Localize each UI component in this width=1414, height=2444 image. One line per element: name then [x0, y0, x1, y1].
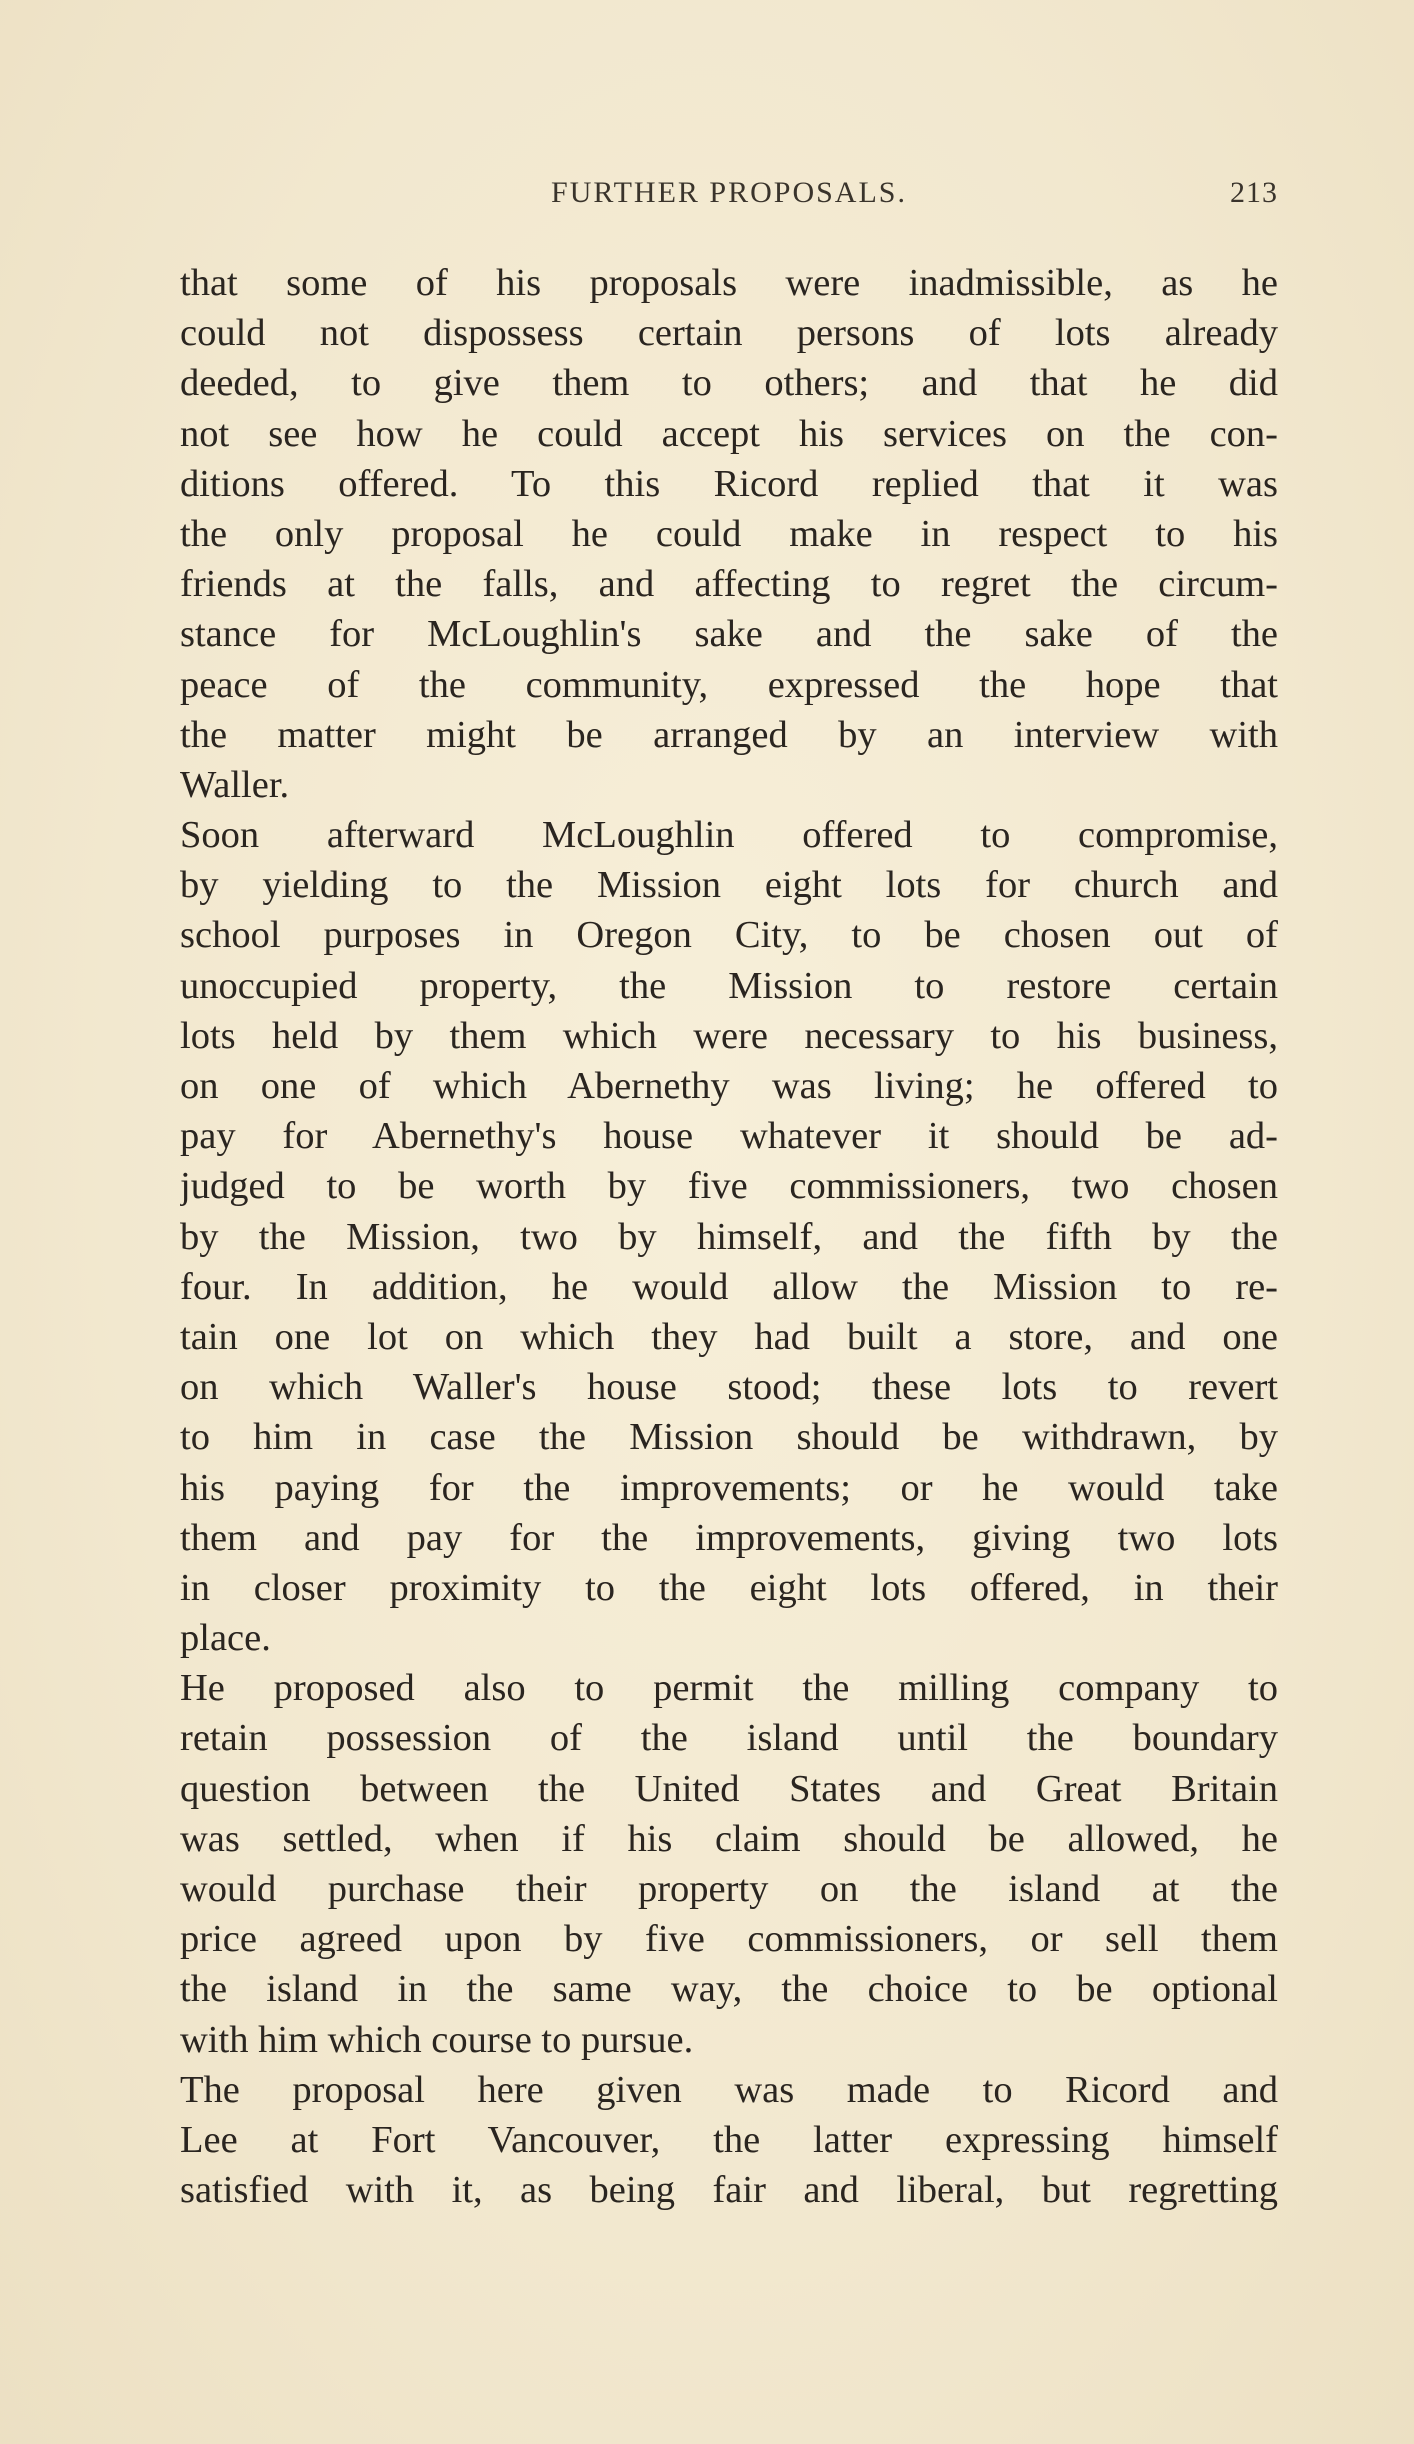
text-line: that some of his proposals were inadmissible, as he — [180, 262, 1278, 304]
running-header — [180, 176, 1278, 216]
text-line: friends at the falls, and affecting to regret the circum- — [180, 563, 1278, 606]
text-line: not see how he could accept his services on the con- — [180, 412, 1278, 455]
text-line: the only proposal he could make in respect to his — [180, 512, 1278, 555]
text-line: tain one lot on which they had built a store, and one — [180, 1315, 1278, 1358]
text-line: lots held by them which were necessary to his business, — [180, 1014, 1278, 1057]
text-line: satisfied with it, as being fair and liberal, but regretting — [180, 2169, 1278, 2212]
text-line: could not dispossess certain persons of lots already — [180, 312, 1278, 355]
text-line: Lee at Fort Vancouver, the latter expressing himself — [180, 2118, 1278, 2161]
text-line: to him in case the Mission should be withdrawn, by — [180, 1416, 1278, 1459]
text-line: in closer proximity to the eight lots offered, in their — [180, 1566, 1278, 1609]
page-number: 213 — [1230, 176, 1278, 209]
running-title: FURTHER PROPOSALS. — [551, 176, 907, 209]
text-line: was settled, when if his claim should be allowed, he — [180, 1817, 1278, 1860]
text-line: stance for McLoughlin's sake and the sake of the — [180, 613, 1278, 656]
text-line: four. In addition, he would allow the Mission to re- — [180, 1265, 1278, 1308]
text-line: Soon afterward McLoughlin offered to compromise, — [180, 814, 1278, 857]
text-line: He proposed also to permit the milling company to — [180, 1667, 1278, 1710]
text-line: the island in the same way, the choice to be optional — [180, 1968, 1278, 2011]
text-line: ditions offered. To this Ricord replied that it was — [180, 462, 1278, 505]
text-line: retain possession of the island until the boundary — [180, 1717, 1278, 1760]
text-line: would purchase their property on the island at the — [180, 1868, 1278, 1910]
text-line: Waller. — [180, 763, 290, 806]
text-line: school purposes in Oregon City, to be chosen out of — [180, 914, 1278, 957]
text-line: deeded, to give them to others; and that he did — [180, 362, 1278, 405]
text-line: unoccupied property, the Mission to restore certain — [180, 964, 1278, 1007]
text-line: his paying for the improvements; or he would take — [180, 1466, 1278, 1509]
text-line: the matter might be arranged by an interview with — [180, 713, 1278, 756]
text-line: judged to be worth by five commissioners, two chosen — [180, 1165, 1278, 1208]
text-line: on one of which Abernethy was living; he offered to — [180, 1065, 1278, 1107]
text-line: The proposal here given was made to Ricord and — [180, 2068, 1278, 2111]
text-line: on which Waller's house stood; these lots to revert — [180, 1366, 1278, 1409]
text-line: them and pay for the improvements, giving two lots — [180, 1516, 1278, 1559]
text-line: pay for Abernethy's house whatever it should be ad- — [180, 1115, 1278, 1158]
text-line: by yielding to the Mission eight lots for church and — [180, 864, 1278, 907]
text-line: place. — [180, 1617, 271, 1660]
text-line: with him which course to pursue. — [180, 2018, 694, 2061]
text-line: by the Mission, two by himself, and the fifth by the — [180, 1215, 1278, 1258]
text-line: question between the United States and Great Britain — [180, 1767, 1278, 1810]
text-line: peace of the community, expressed the hope that — [180, 663, 1278, 706]
text-line: price agreed upon by five commissioners, or sell them — [180, 1918, 1278, 1961]
body-text — [180, 258, 1278, 2215]
